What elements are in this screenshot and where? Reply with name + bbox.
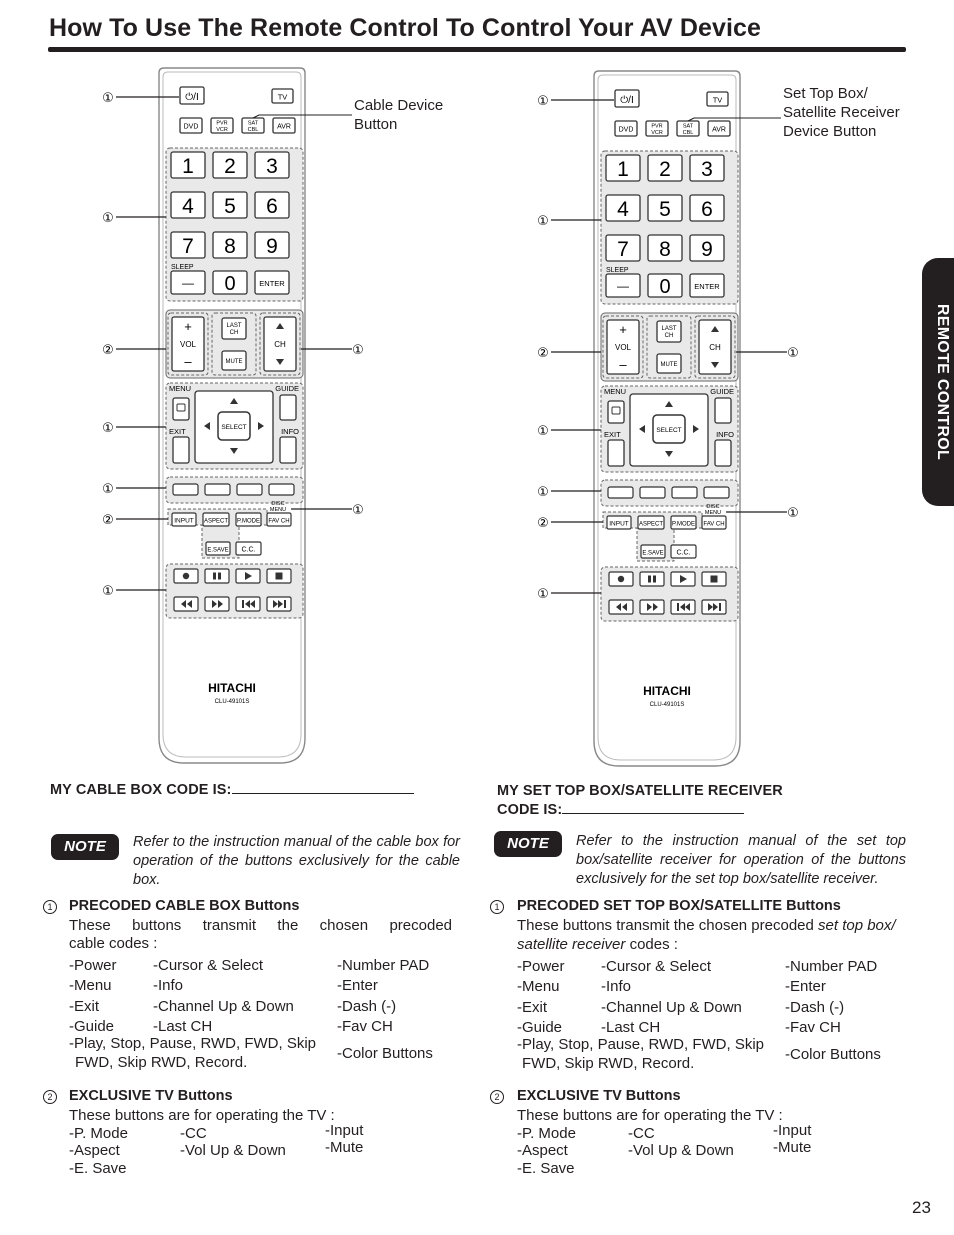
code-item: -Dash (-) [337,997,397,1015]
callout-1: ① [102,420,114,435]
enter-label: ENTER [259,279,285,288]
model-label: CLU-49101S [214,699,250,705]
exit-label: EXIT [169,427,186,436]
tv-item: -Vol Up & Down [628,1142,734,1159]
section-1-title: PRECODED SET TOP BOX/SATELLITE Buttons [517,898,841,914]
tv-item: -Mute [325,1139,364,1156]
tv-item: -CC [628,1125,655,1142]
code-item: -Exit [69,997,99,1015]
page-number: 23 [912,1198,931,1217]
pmode-label: P.MODE [237,518,260,525]
last-ch-label: CH [664,333,674,339]
digit-label: 7 [182,235,194,258]
section-1-title: PRECODED CABLE BOX Buttons [69,898,300,914]
code-item: -Exit [517,998,547,1016]
esave-label: E.SAVE [207,547,229,554]
tv-item: -CC [180,1125,207,1142]
sat-label: SAT [682,123,694,130]
exit-label: EXIT [604,430,621,439]
section-2-line: These buttons are for operating the TV : [69,1107,335,1124]
tv-item: -Aspect [69,1142,120,1159]
dvd-label: DVD [183,123,199,131]
heading-text: CODE IS: [497,802,563,818]
sleep-label: SLEEP [606,267,629,274]
settop-device-button-label [783,84,900,141]
dash-label: — [617,279,629,293]
pmode-label: P.MODE [672,521,695,528]
code-item: -Menu [69,977,112,995]
section-2-title: EXCLUSIVE TV Buttons [69,1088,233,1104]
code-item: -Enter [785,978,826,996]
code-item: -Last CH [601,1018,661,1036]
digit-label: 2 [659,158,671,181]
heading-text: MY CABLE BOX CODE IS: [50,782,232,798]
dash-label: — [182,276,194,290]
tv-item: -Aspect [517,1142,568,1159]
digit-label: 8 [659,238,671,261]
input-label: INPUT [609,520,629,528]
last-ch-label: CH [229,330,239,336]
section-1-line: cable codes : [69,935,158,952]
disc-menu-label: MENU [269,507,287,513]
section-1-line: These buttons transmit the chosen precoded [69,917,452,934]
last-label: LAST [661,326,677,332]
brand-label: HITACHI [208,681,256,695]
dvd-label: DVD [618,126,634,134]
tv-item: -E. Save [69,1160,127,1177]
play-line: -Play, Stop, Pause, RWD, FWD, Skip [69,1035,317,1052]
digit-label: 5 [224,195,236,218]
disc-label: DISC [706,504,720,510]
vcr-label: VCR [651,130,663,136]
menu-label: MENU [169,384,192,393]
last-label: LAST [226,323,242,329]
digit-label: 6 [701,198,713,221]
label-line: Set Top Box/ [783,85,868,102]
digit-label: 1 [182,155,194,178]
tv-item: -P. Mode [517,1125,576,1142]
callout-1: ① [102,481,114,496]
svg-text:–: – [184,354,192,369]
code-item: -Channel Up & Down [153,997,294,1015]
pvr-label: PVR [216,120,228,127]
tv-item: -Mute [773,1139,812,1156]
info-label: INFO [281,427,299,436]
info-label: INFO [716,430,734,439]
cc-label: C.C. [676,549,691,557]
note-text: Refer to the instruction manual of the set top box/satellite receiver for operation of the buttons exclusively for the set top box/satellite receiver. [576,833,906,887]
label-line: Satellite Receiver [783,104,900,121]
disc-menu-label: MENU [704,510,722,516]
digit-label: 8 [224,235,236,258]
code-blank [232,781,414,794]
code-item: -Guide [517,1018,563,1036]
code-item: -Fav CH [337,1017,393,1035]
favch-label: FAV CH [703,521,725,528]
pvr-label: PVR [651,123,663,130]
power-label: ⏻/I [185,92,199,103]
section-2-number: 2 [490,1090,504,1104]
menu-label: MENU [604,387,627,396]
digit-label: 3 [266,155,278,178]
select-label: SELECT [221,424,247,431]
callout-1: ① [537,423,549,438]
enter-label: ENTER [694,282,720,291]
section-1-line [517,916,896,935]
digit-label: 2 [224,155,236,178]
power-label: ⏻/I [620,95,634,106]
label-pointers [0,0,954,400]
line-italic: satellite receiver [517,936,626,953]
line-italic: set top box/ [818,917,896,934]
code-item: -Power [69,957,117,974]
code-item: -Channel Up & Down [601,998,742,1016]
digit-label: 3 [701,158,713,181]
tv-label: TV [277,92,288,102]
side-tab-label: REMOTE CONTROL [934,303,951,461]
callout-2: ② [537,345,549,360]
vol-label: VOL [179,340,197,349]
callout-1: ① [102,210,114,225]
esave-label: E.SAVE [642,550,664,557]
callout-1: ① [352,502,364,517]
code-item: -Info [601,978,632,996]
code-item: -Dash (-) [785,998,845,1016]
digit-label: 9 [266,235,278,258]
guide-label: GUIDE [710,387,734,396]
note-badge: NOTE [51,834,119,860]
callout-2: ② [102,512,114,527]
ch-label: CH [709,343,721,352]
play-line: -Play, Stop, Pause, RWD, FWD, Skip [517,1036,765,1053]
code-item: -Guide [69,1017,115,1035]
line-text: These buttons transmit the chosen precoded [517,917,814,934]
code-blank [562,801,744,814]
code-item: -Number PAD [785,958,878,975]
aspect-label: ASPECT [638,521,664,528]
avr-label: AVR [277,123,291,131]
zero-label: 0 [659,276,671,298]
digit-label: 4 [182,195,194,218]
cable-code-heading [50,781,414,800]
svg-text:+: + [184,319,192,334]
tv-item: -Input [773,1122,812,1139]
play-line: FWD, Skip RWD, Record. [75,1054,248,1071]
heading-text: MY SET TOP BOX/SATELLITE RECEIVER [497,783,783,799]
digit-label: 5 [659,198,671,221]
page-title: How To Use The Remote Control To Control Your AV Device [49,14,762,42]
guide-label: GUIDE [275,384,299,393]
code-item: -Last CH [153,1017,213,1035]
callout-1: ① [537,586,549,601]
section-2-title: EXCLUSIVE TV Buttons [517,1088,681,1104]
mute-label: MUTE [225,359,243,365]
code-item: -Cursor & Select [601,958,712,975]
avr-label: AVR [712,126,726,134]
code-item: -Fav CH [785,1018,841,1036]
callout-1: ① [352,342,364,357]
code-item: -Enter [337,977,378,995]
cc-label: C.C. [241,546,256,554]
callout-1: ① [537,93,549,108]
mute-label: MUTE [660,362,678,368]
tv-item: -Input [325,1122,364,1139]
note-badge: NOTE [494,831,562,857]
section-2-number: 2 [43,1090,57,1104]
digit-label: 6 [266,195,278,218]
callout-1: ① [102,583,114,598]
callout-1: ① [787,505,799,520]
code-item: -Menu [517,978,560,996]
aspect-label: ASPECT [203,518,229,525]
color-buttons: -Color Buttons [785,1046,881,1063]
tv-item: -P. Mode [69,1125,128,1142]
tv-label: TV [712,95,723,105]
label-line: Button [354,116,398,133]
ch-label: CH [274,340,286,349]
sat-label: SAT [247,120,259,127]
code-item: -Cursor & Select [153,957,264,974]
note-text: Refer to the instruction manual of the cable box for operation of the buttons exclusively for the cable box. [133,834,460,888]
favch-label: FAV CH [268,518,290,525]
label-line: Cable Device [354,97,444,114]
digit-label: 1 [617,158,629,181]
digit-label: 7 [617,238,629,261]
tv-item: -Vol Up & Down [180,1142,286,1159]
callout-1: ① [537,484,549,499]
callout-1: ① [787,345,799,360]
cbl-label: CBL [247,127,259,133]
code-item: -Power [517,958,565,975]
zero-label: 0 [224,273,236,295]
callout-2: ② [102,342,114,357]
input-label: INPUT [174,517,194,525]
select-label: SELECT [656,427,682,434]
callout-1: ① [102,90,114,105]
cbl-label: CBL [682,130,694,136]
play-line: FWD, Skip RWD, Record. [522,1055,695,1072]
callout-2: ② [537,515,549,530]
section-1-number: 1 [43,900,57,914]
sleep-label: SLEEP [171,264,194,271]
color-buttons: -Color Buttons [337,1045,433,1062]
section-1-line [517,935,678,954]
svg-text:–: – [619,357,627,372]
vcr-label: VCR [216,127,228,133]
line-text: codes : [629,936,678,953]
model-label: CLU-49101S [649,702,685,708]
callout-1: ① [537,213,549,228]
tv-item: -E. Save [517,1160,575,1177]
digit-label: 9 [701,238,713,261]
section-1-number: 1 [490,900,504,914]
section-2-line: These buttons are for operating the TV : [517,1107,783,1124]
vol-label: VOL [614,343,632,352]
label-line: Device Button [783,123,877,140]
digit-label: 4 [617,198,629,221]
brand-label: HITACHI [643,684,691,698]
code-item: -Info [153,977,184,995]
svg-text:+: + [619,322,627,337]
disc-label: DISC [271,501,285,507]
settop-code-heading [497,782,783,820]
code-item: -Number PAD [337,957,430,974]
